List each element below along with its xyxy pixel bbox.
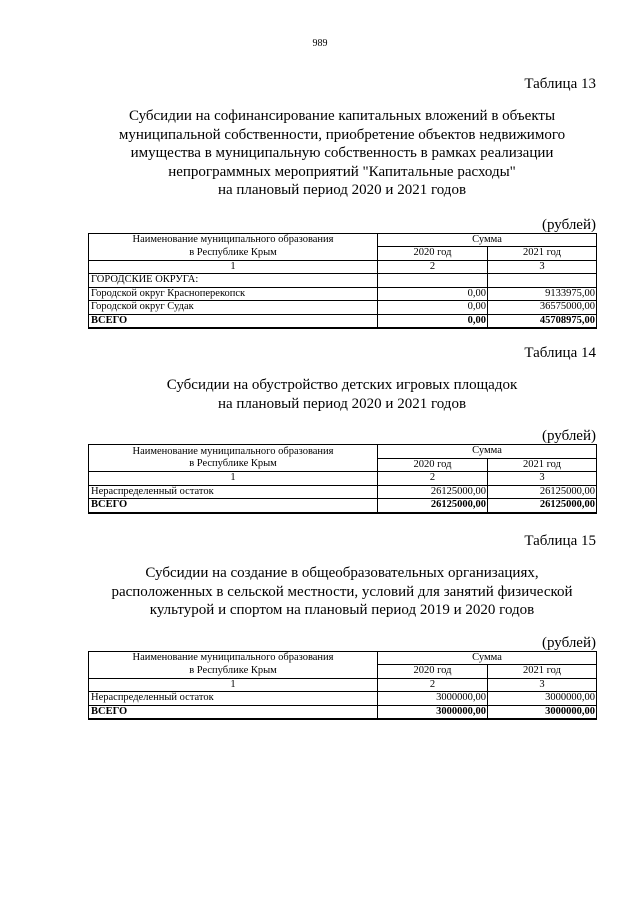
header-sum-cell: Сумма: [378, 445, 597, 459]
header-name-line2: в Республике Крым: [189, 664, 277, 676]
row-name-cell: ГОРОДСКИЕ ОКРУГА:: [89, 274, 378, 288]
total-value2-cell: 26125000,00: [488, 499, 597, 513]
header-name-cell: [89, 651, 378, 678]
table-label: Таблица 14: [524, 345, 596, 361]
row-value1-cell: 0,00: [378, 287, 488, 301]
col-number-cell: 1: [89, 472, 378, 486]
table-title: [88, 376, 596, 413]
table-13-section: [88, 76, 596, 329]
total-value2-cell: 3000000,00: [488, 705, 597, 719]
table-row: [89, 692, 597, 706]
header-sum-cell: Сумма: [378, 233, 597, 247]
header-name-cell: [89, 233, 378, 260]
row-value2-cell: [488, 274, 597, 288]
total-name-cell: ВСЕГО: [89, 499, 378, 513]
row-value2-cell: 3000000,00: [488, 692, 597, 706]
header-year2-cell: 2021 год: [488, 247, 597, 261]
title-line: непрограммных мероприятий "Капитальные расходы": [168, 163, 516, 180]
row-value1-cell: [378, 274, 488, 288]
table-row: [89, 274, 597, 288]
total-row: [89, 314, 597, 328]
header-year2-cell: 2021 год: [488, 665, 597, 679]
header-year1-cell: 2020 год: [378, 458, 488, 472]
col-number-cell: 2: [378, 260, 488, 274]
row-name-cell: Городской округ Красноперекопск: [89, 287, 378, 301]
header-name-cell: [89, 445, 378, 472]
header-year1-cell: 2020 год: [378, 665, 488, 679]
data-table: [88, 651, 597, 721]
units-label: (рублей): [541, 634, 596, 651]
header-year2-cell: 2021 год: [488, 458, 597, 472]
total-value1-cell: 26125000,00: [378, 499, 488, 513]
col-number-cell: 2: [378, 678, 488, 692]
total-value1-cell: 3000000,00: [378, 705, 488, 719]
header-sum-cell: Сумма: [378, 651, 597, 665]
title-line: на плановый период 2020 и 2021 годов: [217, 182, 467, 198]
total-value2-cell: 45708975,00: [488, 314, 597, 328]
header-name-line1: Наименование муниципального образования: [132, 652, 334, 663]
units-label: (рублей): [541, 216, 596, 233]
row-name-cell: Нераспределенный остаток: [89, 485, 378, 499]
row-value1-cell: 0,00: [378, 301, 488, 315]
col-number-cell: 3: [488, 260, 597, 274]
title-line: на плановый период 2020 и 2021 годов: [217, 395, 467, 412]
col-number-cell: 3: [488, 472, 597, 486]
col-number-cell: 2: [378, 472, 488, 486]
row-name-cell: Городской округ Судак: [89, 301, 378, 315]
table-14-section: [88, 345, 596, 514]
row-value2-cell: 9133975,00: [488, 287, 597, 301]
row-value1-cell: 3000000,00: [378, 692, 488, 706]
page-number: 989: [312, 38, 328, 49]
row-value1-cell: 26125000,00: [378, 485, 488, 499]
total-row: [89, 705, 597, 719]
col-number-cell: 3: [488, 678, 597, 692]
title-line: муниципальной собственности, приобретение объектов недвижимого: [118, 126, 566, 143]
table-row: [89, 485, 597, 499]
total-name-cell: ВСЕГО: [89, 314, 378, 328]
header-name-line2: в Республике Крым: [189, 458, 277, 469]
header-name-line1: Наименование муниципального образования: [132, 234, 334, 245]
table-15-section: [88, 533, 596, 720]
row-value2-cell: 26125000,00: [488, 485, 597, 499]
total-row: [89, 499, 597, 513]
units-label: (рублей): [541, 428, 596, 444]
data-table: [88, 444, 597, 514]
title-line: Субсидии на софинансирование капитальных вложений в объекты: [128, 108, 556, 124]
title-line: Субсидии на обустройство детских игровых площадок: [166, 377, 518, 393]
table-title: [88, 564, 596, 620]
col-number-cell: 1: [89, 678, 378, 692]
total-name-cell: ВСЕГО: [89, 705, 378, 719]
table-row: [89, 301, 597, 315]
total-value1-cell: 0,00: [378, 314, 488, 328]
header-name-line1: Наименование муниципального образования: [132, 445, 334, 457]
data-table: [88, 233, 597, 330]
row-value2-cell: 36575000,00: [488, 301, 597, 315]
title-line: культурой и спортом на плановый период 2019 и 2020 годов: [149, 602, 535, 618]
table-label: Таблица 13: [524, 76, 596, 92]
header-year1-cell: 2020 год: [378, 247, 488, 261]
title-line: имущества в муниципальную собственность в рамках реализации: [130, 145, 554, 161]
header-name-line2: в Республике Крым: [189, 246, 277, 258]
title-line: расположенных в сельской местности, условий для занятий физической: [111, 583, 573, 600]
row-name-cell: Нераспределенный остаток: [89, 692, 378, 706]
table-row: [89, 287, 597, 301]
title-line: Субсидии на создание в общеобразовательных организациях,: [145, 565, 539, 581]
table-title: [88, 107, 596, 200]
col-number-cell: 1: [89, 260, 378, 274]
table-label: Таблица 15: [524, 533, 596, 549]
